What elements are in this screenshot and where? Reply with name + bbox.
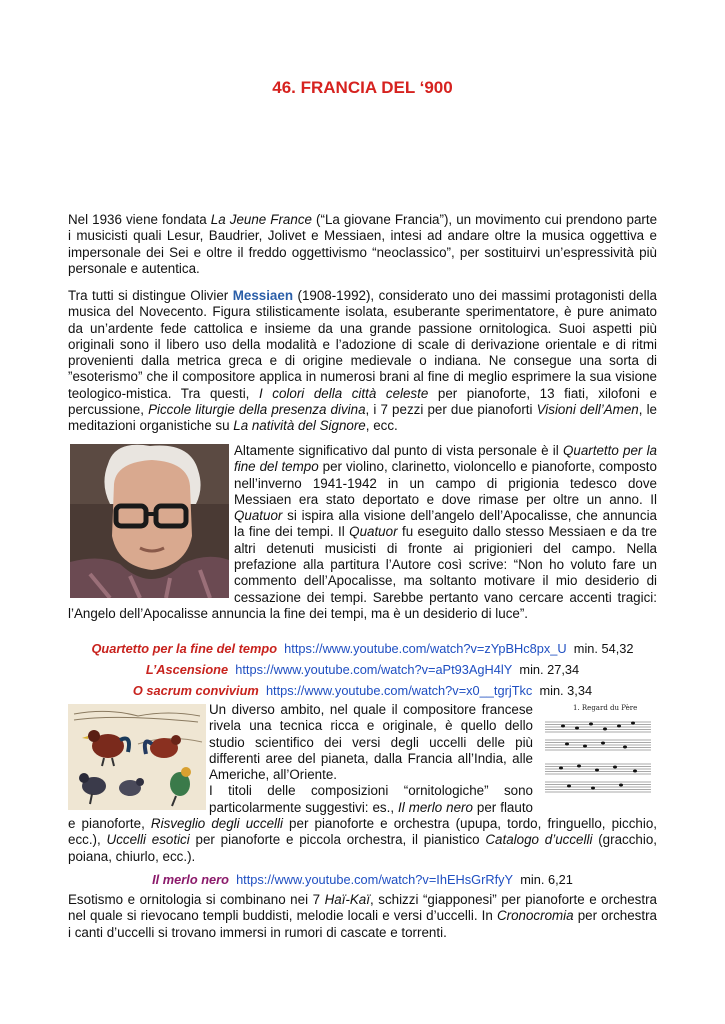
text-run: , schizzi “giapponesi” per pianoforte e orchestra nel quale si rievocano templi buddisti, melodie locali e versi d’uccelli. In	[68, 892, 657, 924]
italic-work-title: Quatuor	[349, 524, 398, 540]
text-run: Esotismo e ornitologia si combinano nei 7	[68, 892, 325, 907]
link-title: L’Ascensione	[145, 662, 229, 677]
paragraph-intro	[68, 212, 657, 277]
italic-work-title: Il merlo nero	[398, 799, 473, 815]
link-line-ascensione	[0, 662, 725, 677]
paragraph-ornitologia	[68, 702, 657, 865]
text-run: per pianoforte e piccola orchestra, il pianistico	[189, 832, 486, 848]
text-run: Nel 1936 viene fondata	[68, 212, 211, 227]
link-title: Quartetto per la fine del tempo	[91, 641, 278, 656]
page-title: 46. FRANCIA DEL ‘900	[272, 78, 453, 97]
score-title: 1. Regard du Père	[573, 704, 638, 712]
youtube-link[interactable]: https://www.youtube.com/watch?v=zYpBHc8px_U	[284, 641, 567, 656]
italic-work-title: Catalogo d’uccelli	[485, 832, 593, 848]
text-run: , i 7 pezzi per due pianoforti	[365, 402, 537, 418]
youtube-link[interactable]: https://www.youtube.com/watch?v=aPt93AgH4lY	[235, 662, 513, 677]
text-run: fu eseguito dallo stesso Messiaen e da tre altri detenuti musicisti di fronte ai prigionieri del campo. Nella prefazione alla partitura l’Autore così scrive: “Non ho voluto fare un commento dell’Apocalisse, ma soltanto motivare il mio desiderio di cessazione dei tempi. Sarebbe pertanto vano cercare accenti tragici: l’Angelo dell’Apocalisse annuncia la fine dei tempi, ma è un desiderio di luce”.	[68, 524, 657, 621]
link-duration: min. 27,34	[519, 662, 580, 677]
text-run: Tra tutti si distingue Olivier	[68, 288, 233, 303]
italic-work-title: Quartetto per la fine del tempo	[234, 443, 657, 475]
paragraph-esotismo	[68, 892, 657, 941]
italic-work-title: Haï-Kaï	[324, 892, 370, 907]
text-run: I titoli delle composizioni “ornitologiche” sono particolarmente suggestivi: es.,	[209, 783, 533, 815]
italic-work-title: La Jeune France	[210, 212, 312, 227]
link-duration: min. 3,34	[539, 683, 593, 698]
link-duration: min. 54,32	[573, 641, 634, 656]
italic-work-title: La natività del Signore	[233, 418, 366, 434]
paragraph-quartetto	[68, 443, 657, 622]
italic-work-title: Visioni dell’Amen	[536, 402, 639, 418]
link-duration: min. 6,21	[520, 872, 573, 887]
text-run: per flauto e pianoforte,	[68, 799, 533, 832]
italic-work-title: Quatuor	[234, 508, 283, 524]
italic-work-title: Uccelli esotici	[106, 832, 190, 848]
italic-work-title: I colori della città celeste	[258, 385, 429, 401]
italic-work-title: Cronocromia	[496, 908, 574, 924]
text-run: Altamente significativo dal punto di vista personale è il	[234, 443, 563, 458]
italic-work-title: Risveglio degli uccelli	[150, 816, 283, 832]
youtube-link[interactable]: https://www.youtube.com/watch?v=IhEHsGrRfyY	[236, 872, 514, 887]
composer-name: Messiaen	[232, 288, 294, 303]
text-run: per pianoforte e orchestra (upupa, tordo, fringuello, picchio, ecc.),	[68, 816, 658, 848]
italic-work-title: Piccole liturgie della presenza divina	[148, 402, 366, 418]
youtube-link[interactable]: https://www.youtube.com/watch?v=x0__tgrjTkc	[265, 683, 533, 698]
link-title: O sacrum convivium	[132, 683, 259, 698]
text-run: per orchestra i canti d’uccelli si trovano immersi in rumori di cascate e torrenti.	[68, 908, 657, 940]
link-line-merlo-nero	[0, 872, 725, 887]
link-line-sacrum	[0, 683, 725, 698]
text-run: , le meditazioni organistiche su	[68, 402, 658, 434]
text-run: Un diverso ambito, nel quale il compositore francese rivela una tecnica ricca e originale, è quello dello studio scientifico dei versi degli uccelli delle più differenti aree del pianeta, dalla Francia all’India, alle Americhe, all’Oriente.	[209, 702, 533, 783]
text-run: per pianoforte, 13 fiati, xilofoni e percussione,	[68, 385, 657, 418]
link-line-quartetto	[0, 641, 725, 656]
text-run: (gracchio, poiana, chiurlo, ecc.).	[68, 832, 658, 864]
text-run: (“La giovane Francia”), un movimento cui prendono parte i musicisti quali Lesur, Baudrier, Jolivet e Messiaen, intesi ad andare oltre la musica oggettiva e impersonale dei Sei e oltre il freddo oggettivismo “neoclassico”, per sostituirvi un’espressività più personale e autentica.	[68, 212, 658, 276]
link-title: Il merlo nero	[152, 872, 229, 887]
text-run: , ecc.	[365, 418, 398, 434]
text-run: (1908-1992), considerato uno dei massimi protagonisti della musica del Novecento. Figura stilisticamente isolata, esuberante sperimentatore, è pure animato da un’ardente fede cattolica e insieme da una grande passione ornitologica. Suoi aspetti più originali sono il libero uso della modalità e l’adozione di scale di derivazione orientale e di ritmi provenienti dalla metrica greca e di origine medievale o indiana. Ne consegue una sorta di ”esoterismo” che il compositore applica in numerosi brani al fine di meglio esprimere la sua visione teologico-mistica. Tra questi,	[68, 288, 657, 401]
paragraph-messiaen	[68, 288, 657, 435]
text-run: si ispira alla visione dell’angelo dell’Apocalisse, che annuncia la fine dei tempi. Il	[234, 508, 657, 540]
text-run: per violino, clarinetto, violoncello e pianoforte, composto nell’inverno 1941-1942 in un campo di prigionia tedesco dove Messiaen era stato deportato e dove rimase per oltre un anno. Il	[234, 459, 657, 507]
